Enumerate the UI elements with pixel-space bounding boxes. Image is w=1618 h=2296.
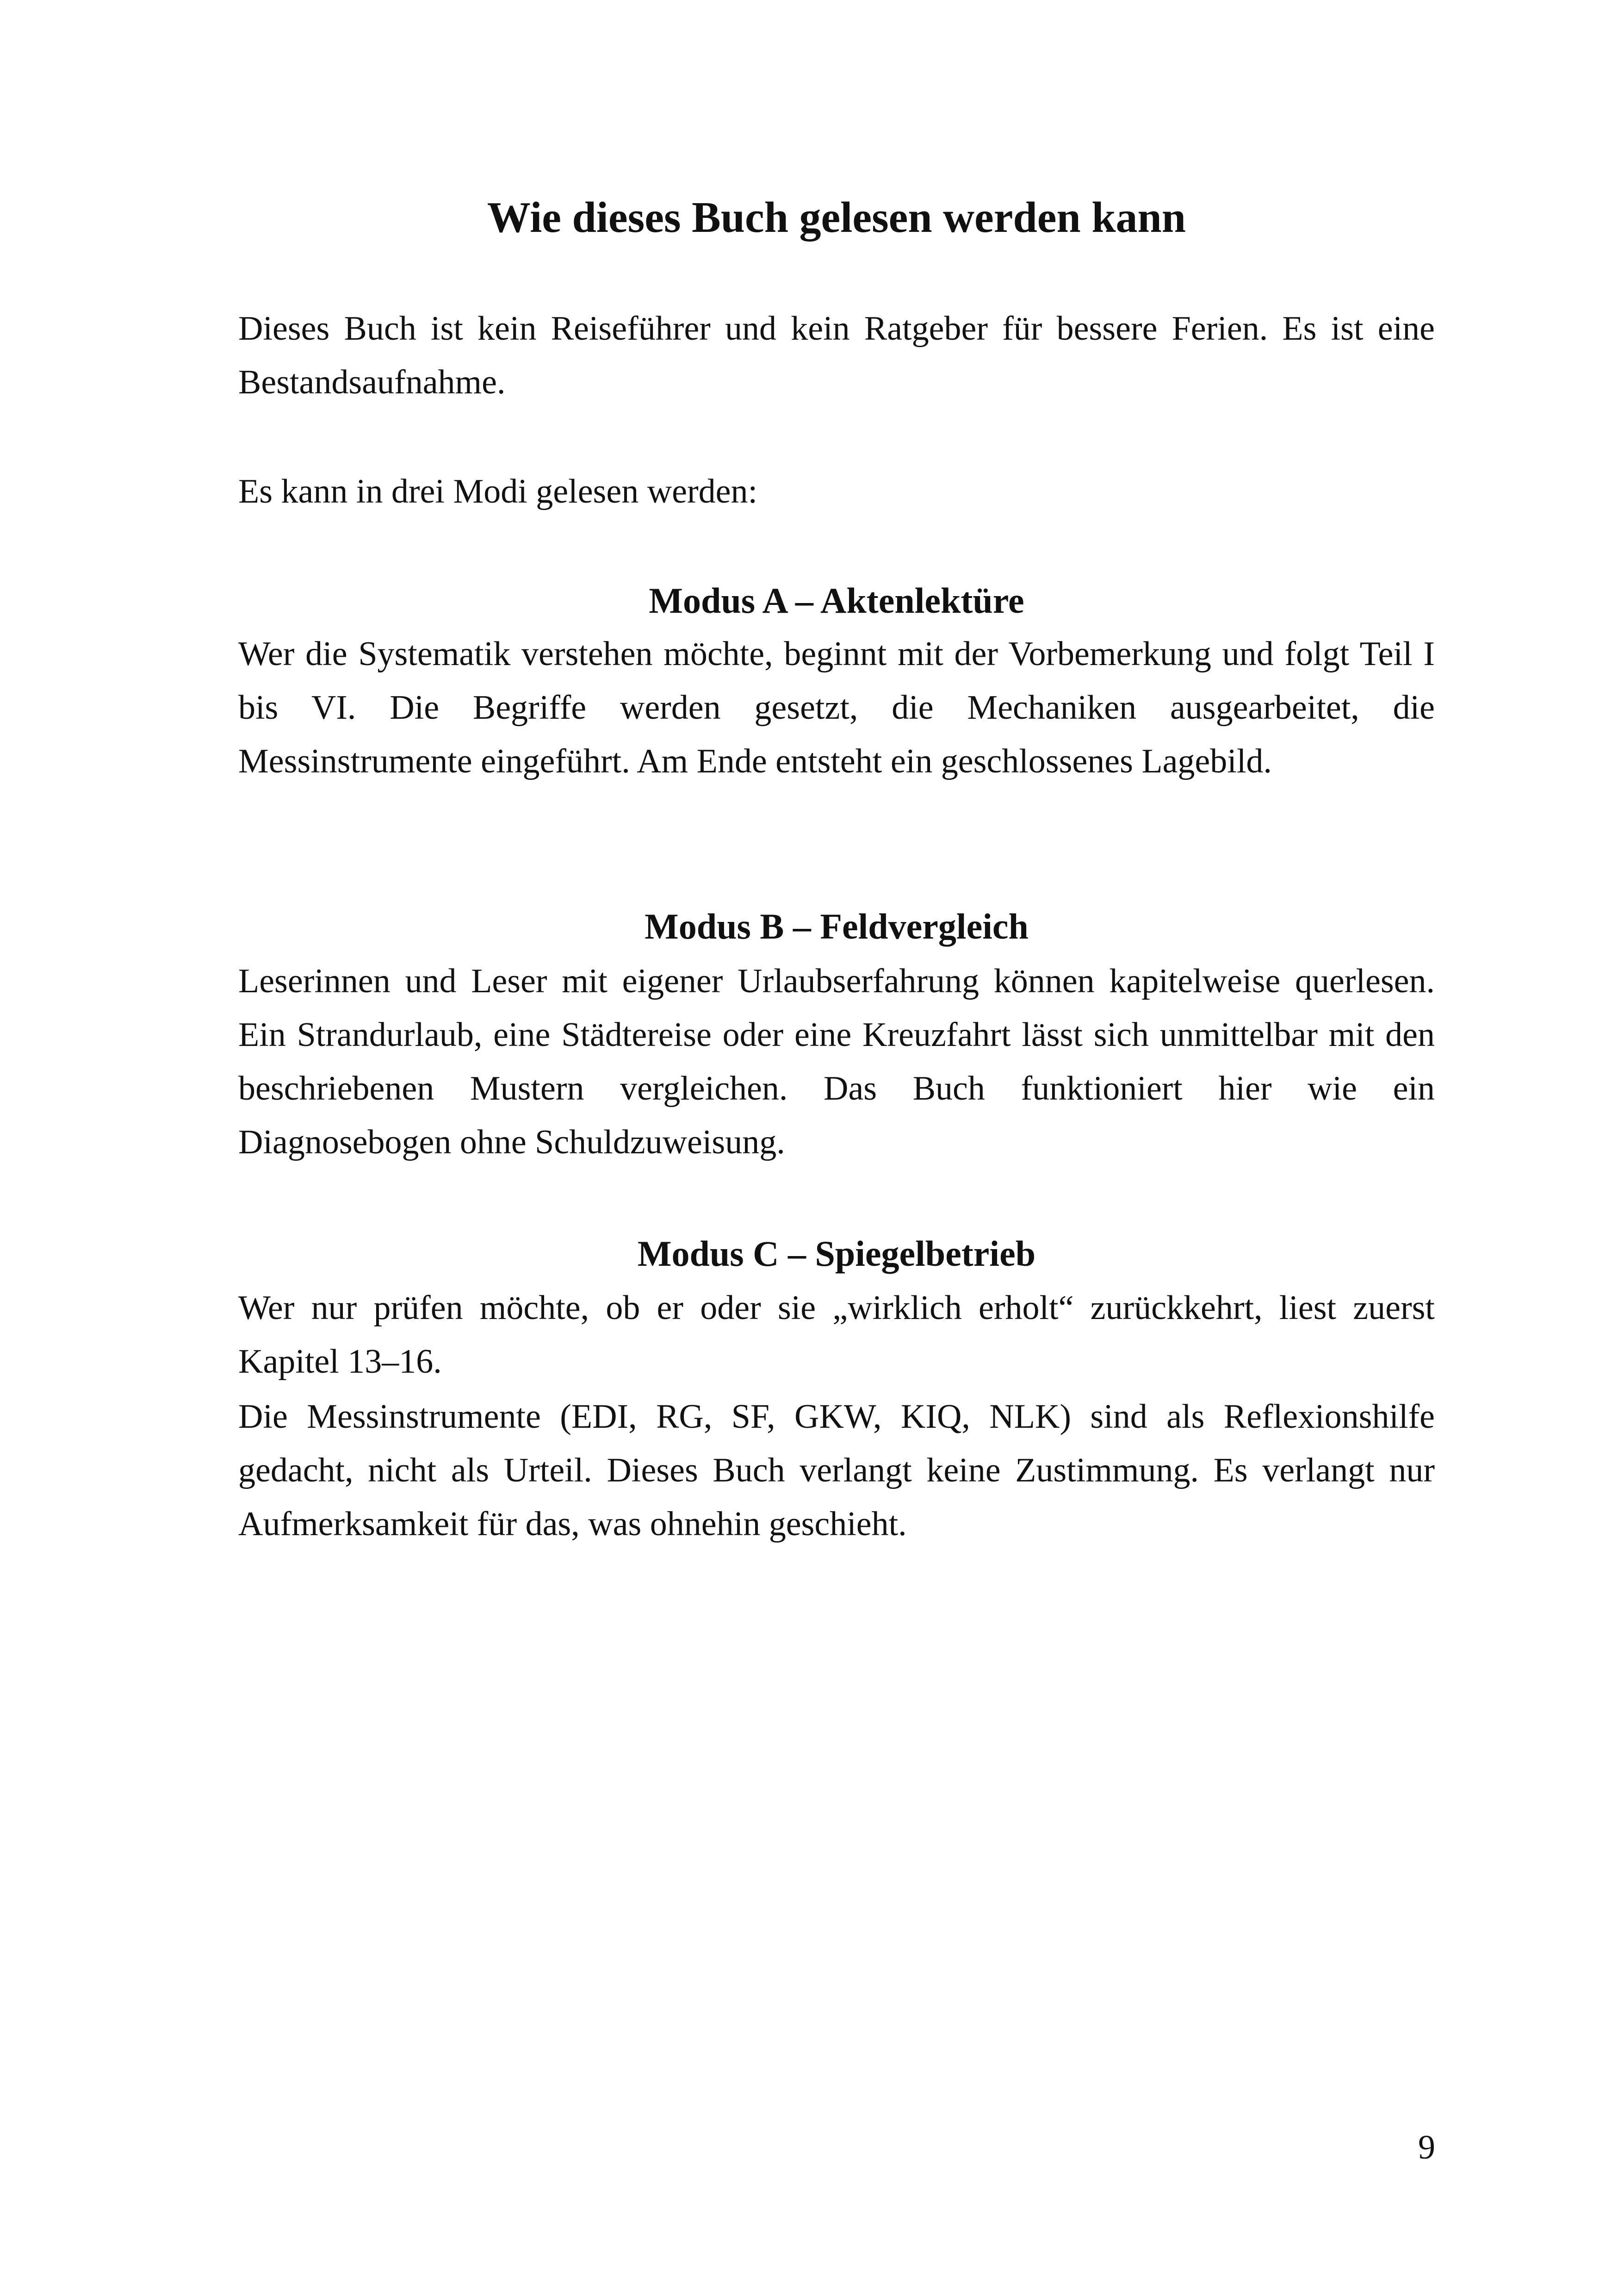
mode-c-paragraph-2: Die Messinstrumente (EDI, RG, SF, GKW, KIQ, NLK) sind als Reflexionshilfe gedacht, nicht als Urteil. Dieses Buch verlangt keine Zustimmung. Es verlangt nur Aufmerksamkeit für das, was ohnehin geschieht. [238, 1398, 1435, 1543]
page-title: Wie dieses Buch gelesen werden kann [487, 193, 1186, 242]
mode-c-paragraph: Wer nur prüfen möchte, ob er oder sie „wirklich erholt“ zurückkehrt, liest zuerst Kapitel 13–16. [238, 1289, 1435, 1381]
mode-a-paragraph: Wer die Systematik verstehen möchte, beginnt mit der Vorbemerkung und folgt Teil I bis VI. Die Begriffe werden gesetzt, die Mechaniken ausgearbeitet, die Messinstrumente eingeführt. Am Ende entsteht ein geschlossenes Lagebild. [238, 635, 1435, 780]
mode-b-paragraph: Leserinnen und Leser mit eigener Urlaubserfahrung können kapitelweise querlesen. Ein Strandurlaub, eine Städtereise oder eine Kreuzfahrt lässt sich unmittelbar mit den beschriebenen Mustern vergleichen. Das Buch funktioniert hier wie ein Diagnosebogen ohne Schuldzuweisung. [238, 962, 1435, 1161]
page-number: 9 [1418, 2128, 1435, 2166]
intro-paragraph: Dieses Buch ist kein Reiseführer und kein Ratgeber für bessere Ferien. Es ist eine Bestandsaufnahme. [238, 310, 1435, 401]
modes-intro-paragraph: Es kann in drei Modi gelesen werden: [238, 473, 758, 510]
mode-b-heading: Modus B – Feldvergleich [645, 906, 1029, 946]
mode-c-heading: Modus C – Spiegelbetrieb [637, 1233, 1036, 1274]
mode-a-heading: Modus A – Aktenlektüre [649, 580, 1024, 621]
